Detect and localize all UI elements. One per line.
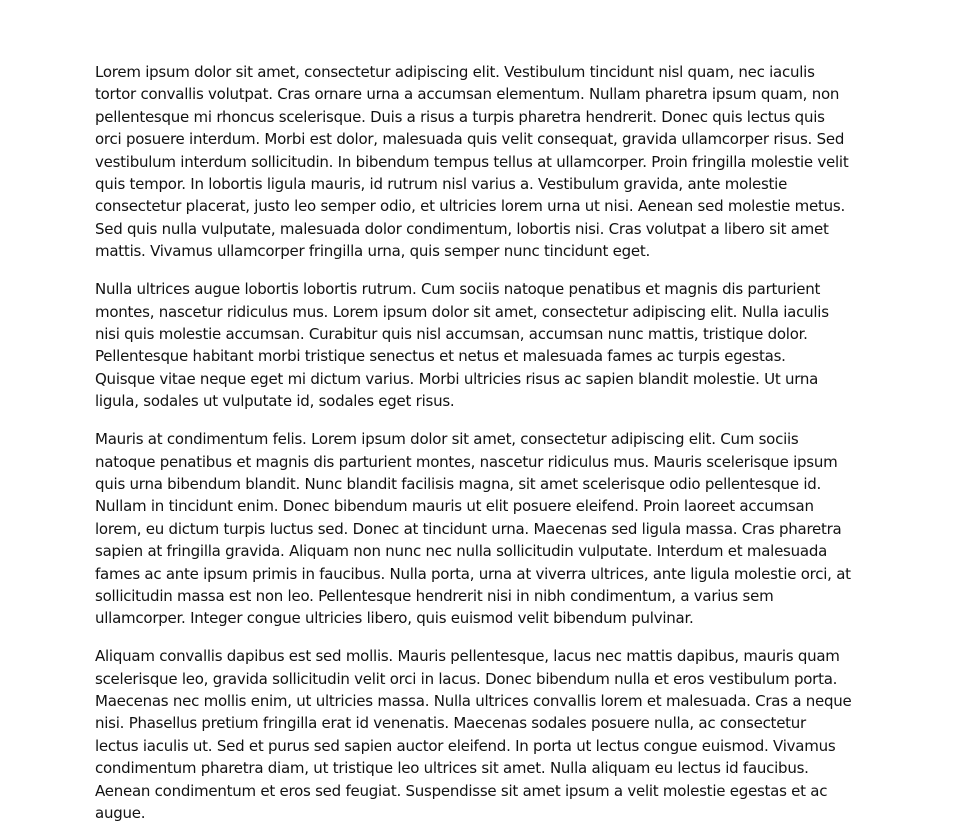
text-line: Sed quis nulla vulputate, malesuada dolor condimentum, lobortis nisi. Cras volutpat a libero sit amet [95, 219, 829, 238]
text-line: nisi quis molestie accumsan. Curabitur quis nisl accumsan, accumsan nunc mattis, tristique dolor. [95, 324, 808, 343]
text-line: consectetur placerat, justo leo semper odio, et ultricies lorem urna ut nisi. Aenean sed molestie metus. [95, 197, 845, 216]
text-line: ullamcorper. Integer congue ultricies libero, quis euismod velit bibendum pulvinar. [95, 609, 694, 628]
text-line: lorem, eu dictum turpis luctus sed. Donec at tincidunt urna. Maecenas sed ligula massa. Cras pharetra [95, 519, 842, 538]
text-line: Aliquam convallis dapibus est sed mollis. Mauris pellentesque, lacus nec mattis dapibus, mauris quam [95, 647, 840, 666]
text-line: mattis. Vivamus ullamcorper fringilla urna, quis semper nunc tincidunt eget. [95, 242, 651, 261]
text-line: scelerisque leo, gravida sollicitudin velit orci in lacus. Donec bibendum nulla et eros vestibulum porta. [95, 669, 838, 688]
text-line: Aenean condimentum et eros sed feugiat. Suspendisse sit amet ipsum a velit molestie egestas et ac [95, 781, 828, 800]
text-line: sapien at fringilla gravida. Aliquam non nunc nec nulla sollicitudin vulputate. Interdum et malesuada [95, 542, 828, 561]
text-line: orci posuere interdum. Morbi est dolor, malesuada quis velit consequat, gravida ullamcorper risus. Sed [95, 130, 845, 149]
text-line: quis tempor. In lobortis ligula mauris, id rutrum nisl varius a. Vestibulum gravida, ante molestie [95, 175, 788, 194]
text-line: Pellentesque habitant morbi tristique senectus et netus et malesuada fames ac turpis egestas. [95, 347, 786, 366]
text-line: Quisque vitae neque eget mi dictum varius. Morbi ultricies risus ac sapien blandit molestie. Ut urna [95, 369, 819, 388]
text-line: montes, nascetur ridiculus mus. Lorem ipsum dolor sit amet, consectetur adipiscing elit. Nulla iaculis [95, 302, 829, 321]
text-line: Maecenas nec mollis enim, ut ultricies massa. Nulla ultrices convallis lorem et malesuada. Cras a neque [95, 692, 852, 711]
text-line: fames ac ante ipsum primis in faucibus. Nulla porta, urna at viverra ultrices, ante ligula molestie orci, at [95, 564, 851, 583]
text-line: condimentum pharetra diam, ut tristique leo ultrices sit amet. Nulla aliquam eu lectus id faucibus. [95, 759, 809, 778]
paragraph [95, 278, 915, 412]
text-line: pellentesque mi rhoncus scelerisque. Duis a risus a turpis pharetra hendrerit. Donec quis lectus quis [95, 107, 825, 126]
text-line: quis urna bibendum blandit. Nunc blandit facilisis magna, sit amet scelerisque odio pellentesque id. [95, 474, 822, 493]
paragraph [95, 645, 915, 824]
text-line: vestibulum interdum sollicitudin. In bibendum tempus tellus at ullamcorper. Proin fringilla molestie velit [95, 152, 849, 171]
text-line: nisi. Phasellus pretium fringilla erat id venenatis. Maecenas sodales posuere nulla, ac consectetur [95, 714, 806, 733]
paragraph [95, 61, 915, 263]
text-line: augue. [95, 804, 146, 823]
text-line: Nulla ultrices augue lobortis lobortis rutrum. Cum sociis natoque penatibus et magnis dis parturient [95, 280, 821, 299]
text-line: Mauris at condimentum felis. Lorem ipsum dolor sit amet, consectetur adipiscing elit. Cum sociis [95, 430, 799, 449]
text-line: Nullam in tincidunt enim. Donec bibendum mauris ut elit posuere eleifend. Proin laoreet accumsan [95, 497, 814, 516]
text-line: tortor convallis volutpat. Cras ornare urna a accumsan elementum. Nullam pharetra ipsum quam, non [95, 85, 840, 104]
text-line: lectus iaculis ut. Sed et purus sed sapien auctor eleifend. In porta ut lectus congue euismod. Vivamus [95, 736, 836, 755]
text-line: natoque penatibus et magnis dis parturient montes, nascetur ridiculus mus. Mauris scelerisque ipsum [95, 452, 838, 471]
text-line: Lorem ipsum dolor sit amet, consectetur adipiscing elit. Vestibulum tincidunt nisl quam, nec iaculis [95, 63, 815, 81]
text-line: sollicitudin massa est non leo. Pellentesque hendrerit nisi in nibh condimentum, a varius sem [95, 586, 774, 605]
text-line: ligula, sodales ut vulputate id, sodales eget risus. [95, 392, 455, 411]
paragraph [95, 428, 915, 630]
document-body [95, 61, 915, 840]
